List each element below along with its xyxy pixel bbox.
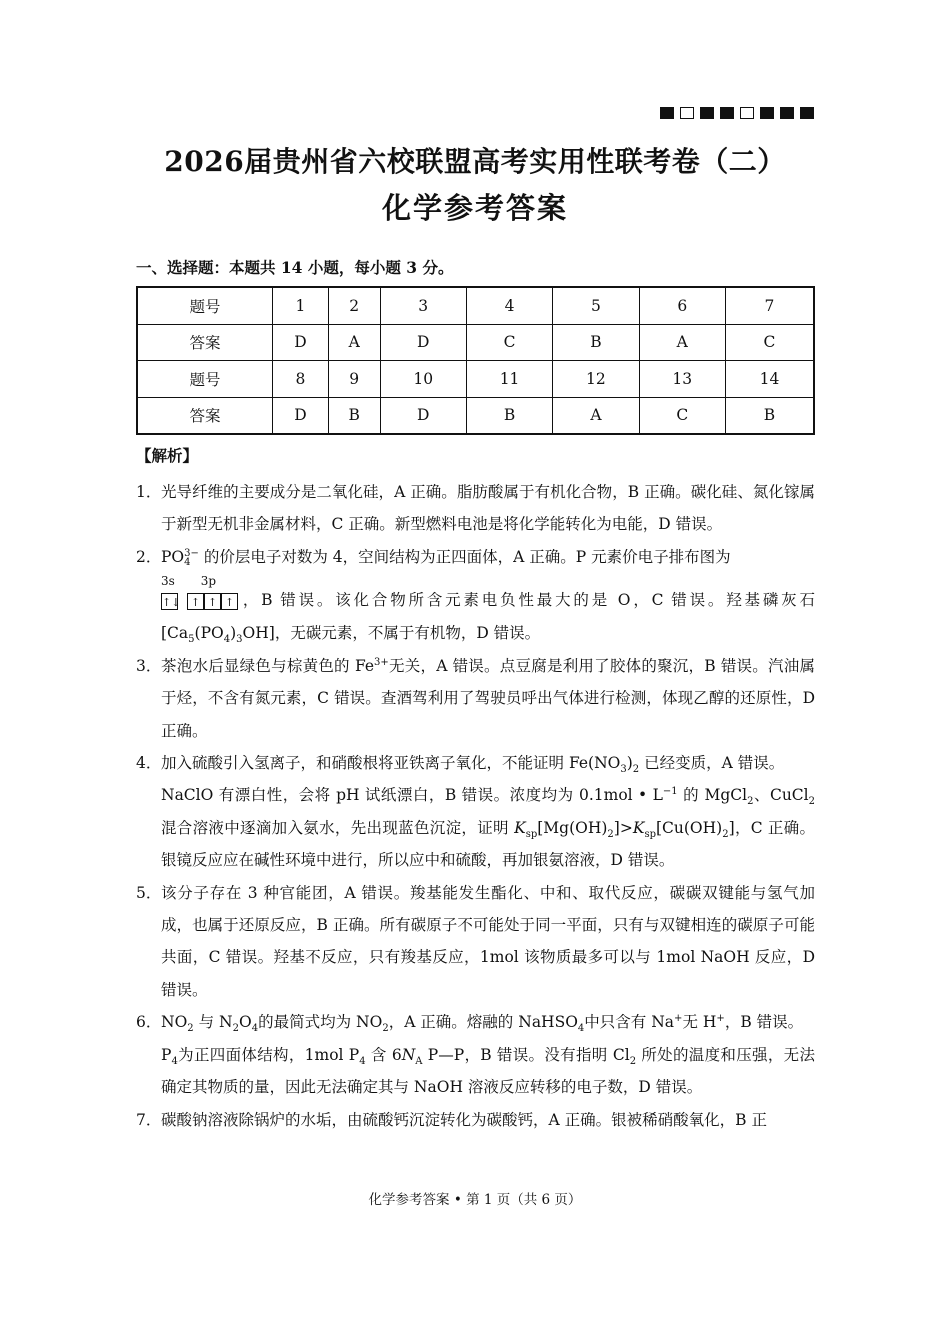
answer-table-row (137, 324, 814, 361)
formula: $N_2O_4$ (219, 1013, 259, 1035)
item-text: 无关，A 错误。点豆腐是利用了胶体的聚沉，B 错误。汽油属于烃，不含有氮元素，C 错误。查酒驾利用了驾驶员呼出气体进行检测，体现乙醇的还原性，D 正确。 (161, 656, 815, 740)
orbital-diagram (161, 574, 238, 617)
orbital-box-3p: ↑ (204, 593, 221, 610)
answer-cell: 9 (328, 361, 380, 398)
answer-cell: A (328, 324, 380, 361)
formula: MgCl$_2$、CuCl$_2$ (704, 786, 815, 808)
mark-square (740, 107, 754, 119)
item-text: 的最简式均为 (258, 1013, 352, 1032)
answer-table (136, 286, 815, 435)
answer-cell: B (466, 397, 552, 434)
item-text: 该分子存在 3 种官能团，A 错误。羧基能发生酯化、中和、取代反应，碳碳双键能与氢气加成，也属于还原反应，B 正确。所有碳原子不可能处于同一平面，只有与双键相连的碳原子可能共面，C 错误。羟基不反应，只有羧基反应，1mol 该物质最多可以与 1mol NaOH 反应，D 错误。 (161, 883, 815, 999)
page-footer: 化学参考答案 • 第 1 页（共 6 页） (368, 1192, 582, 1208)
answer-cell: 5 (553, 287, 639, 324)
exam-title: 2026届贵州省六校联盟高考实用性联考卷（二） (164, 145, 786, 178)
mark-square (680, 107, 694, 119)
item-text: 无 (682, 1013, 698, 1032)
answer-cell: B (725, 397, 814, 434)
phosphate-formula: PO 3− 4 (161, 547, 199, 568)
analysis-item-7 (136, 1104, 815, 1136)
answer-table-row (137, 397, 814, 434)
item-text: 有漂白性，会将 pH 试纸漂白，B 错误。浓度均为 0.1mol • L (218, 786, 663, 805)
analysis-item-5 (136, 877, 815, 1007)
answer-cell: C (639, 397, 725, 434)
mark-square (700, 107, 714, 119)
item-text: ，A 正确。熔融的 (388, 1013, 514, 1032)
orbital-box-3p: ↑ (221, 593, 238, 610)
answer-cell: 7 (725, 287, 814, 324)
item-text: 茶泡水后显绿色与棕黄色的 (161, 656, 350, 675)
formula: $NO_2$ (356, 1013, 389, 1035)
item-text: 的 (683, 786, 700, 805)
analysis-item-6 (136, 1006, 815, 1103)
answer-cell: D (272, 324, 328, 361)
item-text: 与 (198, 1013, 215, 1032)
answer-cell: D (380, 324, 466, 361)
answer-cell: D (272, 397, 328, 434)
answer-cell: 1 (272, 287, 328, 324)
item-text: 的价层电子对数为 4，空间结构为正四面体，A 正确。P 元素价电子排布图为 (203, 547, 731, 566)
orbital-box-3p: ↑ (187, 593, 204, 610)
item-number: 7． (136, 1110, 162, 1129)
answer-cell: A (639, 324, 725, 361)
analysis-heading: 【解析】 (136, 446, 199, 465)
answer-title: 化学参考答案 (381, 191, 568, 225)
item-text: 为正四面体结构，1mol (177, 1045, 344, 1064)
item-text: 中只含有 (584, 1013, 647, 1032)
item-text: 加入硫酸引入氢离子，和硝酸根将亚铁离子氧化，不能证明 (161, 754, 565, 773)
analysis-item-3 (136, 650, 815, 747)
item-text: 碳酸钠溶液除锅炉的水垢，由硫酸钙沉淀转化为碳酸钙，A 正确。银被稀硝酸氧化，B 正 (161, 1110, 767, 1129)
item-text: ，B 错误。 (724, 1013, 804, 1032)
answer-cell: A (553, 397, 639, 434)
analysis-list (136, 476, 815, 1136)
formula: $P_4$ (348, 1045, 366, 1067)
item-text: 混合溶液中逐滴加入氨水，先出现蓝色沉淀，证明 (161, 818, 509, 837)
item-text: ，无碳元素，不属于有机物，D 错误。 (274, 624, 541, 643)
answer-table-row (137, 361, 814, 398)
answer-cell: 3 (380, 287, 466, 324)
mark-square (720, 107, 734, 119)
item-text: ，B 错误。该化合物所含元素电负性最大的是 O，C 错误。羟基磷灰石 (240, 591, 815, 610)
section-heading: 一、选择题：本题共 14 小题，每小题 3 分。 (136, 258, 454, 277)
answer-cell: 12 (553, 361, 639, 398)
answer-cell: 13 (639, 361, 725, 398)
mark-square (800, 107, 814, 119)
formula: $N_A$ (401, 1045, 423, 1067)
item-text: 已经变质，A 错误。 (644, 754, 785, 773)
item-number: 5． (136, 883, 162, 902)
orbital-box-3s: ↑↓ (161, 593, 178, 610)
answer-cell: 2 (328, 287, 380, 324)
mark-square (780, 107, 794, 119)
orbital-label-3s: 3s (161, 574, 175, 589)
orbital-label-3p: 3p (200, 574, 217, 589)
row-header-cell: 答案 (137, 324, 272, 361)
row-header-cell: 题号 (137, 361, 272, 398)
answer-cell: B (553, 324, 639, 361)
item-text: 光导纤维的主要成分是二氧化硅，A 正确。脂肪酸属于有机化合物，B 正确。碳化硅、氮化镓属于新型无机非金属材料，C 正确。新型燃料电池是将化学能转化为电能，D 错误。 (161, 483, 815, 534)
formula: Na+ (651, 1013, 683, 1032)
analysis-item-2 (136, 541, 815, 650)
formula: NaHSO$_4$ (518, 1013, 585, 1035)
item-number: 2． (136, 547, 162, 566)
answer-cell: D (380, 397, 466, 434)
formula: $NO_2$ (161, 1013, 194, 1035)
answer-cell: 10 (380, 361, 466, 398)
row-header-cell: 题号 (137, 287, 272, 324)
answer-cell: 14 (725, 361, 814, 398)
formula: $Cl_2$ (612, 1045, 637, 1067)
row-header-cell: 答案 (137, 397, 272, 434)
formula: H+ (702, 1013, 725, 1032)
item-text: 含 6 (370, 1045, 402, 1064)
formula: $[Ca_5(PO_4)_3OH]$ (161, 624, 275, 646)
formula: NaClO (161, 786, 214, 805)
answer-cell: C (725, 324, 814, 361)
item-text: 所处的温度和压强，无法确定其物质的量，因此无法确定其与 NaOH 溶液反应转移的电子数，D 错误。 (161, 1045, 815, 1097)
formula: $Fe^{3+}$ (354, 656, 389, 675)
analysis-item-1 (136, 476, 815, 541)
answer-cell: B (328, 397, 380, 434)
item-number: 6． (136, 1013, 162, 1032)
answer-cell: 11 (466, 361, 552, 398)
item-number: 3． (136, 656, 162, 675)
formula: $P_4$ (161, 1045, 178, 1067)
answer-table-row (137, 287, 814, 324)
answer-cell: 4 (466, 287, 552, 324)
analysis-item-4: 4． 加入硫酸引入氢离子，和硝酸根将亚铁离子氧化，不能证明 $Fe(NO_3)_2$ 已经变质，A 错误。 NaClO 有漂白性，会将 pH 试纸漂白，B 错误。浓度均为 0.1mol • $L^{-1}$ 的 MgCl$_2$、CuCl$_2$ 混合溶液中逐滴加入氨水，先出现蓝色沉淀，证明 $K_{sp}[Mg(OH)_2]>K_{sp}[Cu(OH)_2]$，C 正确。银镜反应应在碱性环境中进行，所以应中和硫酸，再加银氨溶液，D 错误。 (136, 747, 815, 877)
answer-cell: C (466, 324, 552, 361)
item-text: P—P，B 错误。没有指明 (427, 1045, 608, 1064)
item-number: 4． (136, 754, 162, 773)
mark-square (760, 107, 774, 119)
header-marks (660, 107, 814, 119)
mark-square (660, 107, 674, 119)
answer-cell: 6 (639, 287, 725, 324)
formula: $Fe(NO_3)_2$ (568, 754, 640, 776)
answer-cell: 8 (272, 361, 328, 398)
item-text: ，C 正确。银镜反应应在碱性环境中进行，所以应中和硫酸，再加银氨溶液，D 错误。 (161, 818, 815, 870)
formula: $K_{sp}[Mg(OH)_2]>K_{sp}[Cu(OH)_2]$ (514, 818, 735, 840)
item-number: 1． (136, 483, 162, 501)
